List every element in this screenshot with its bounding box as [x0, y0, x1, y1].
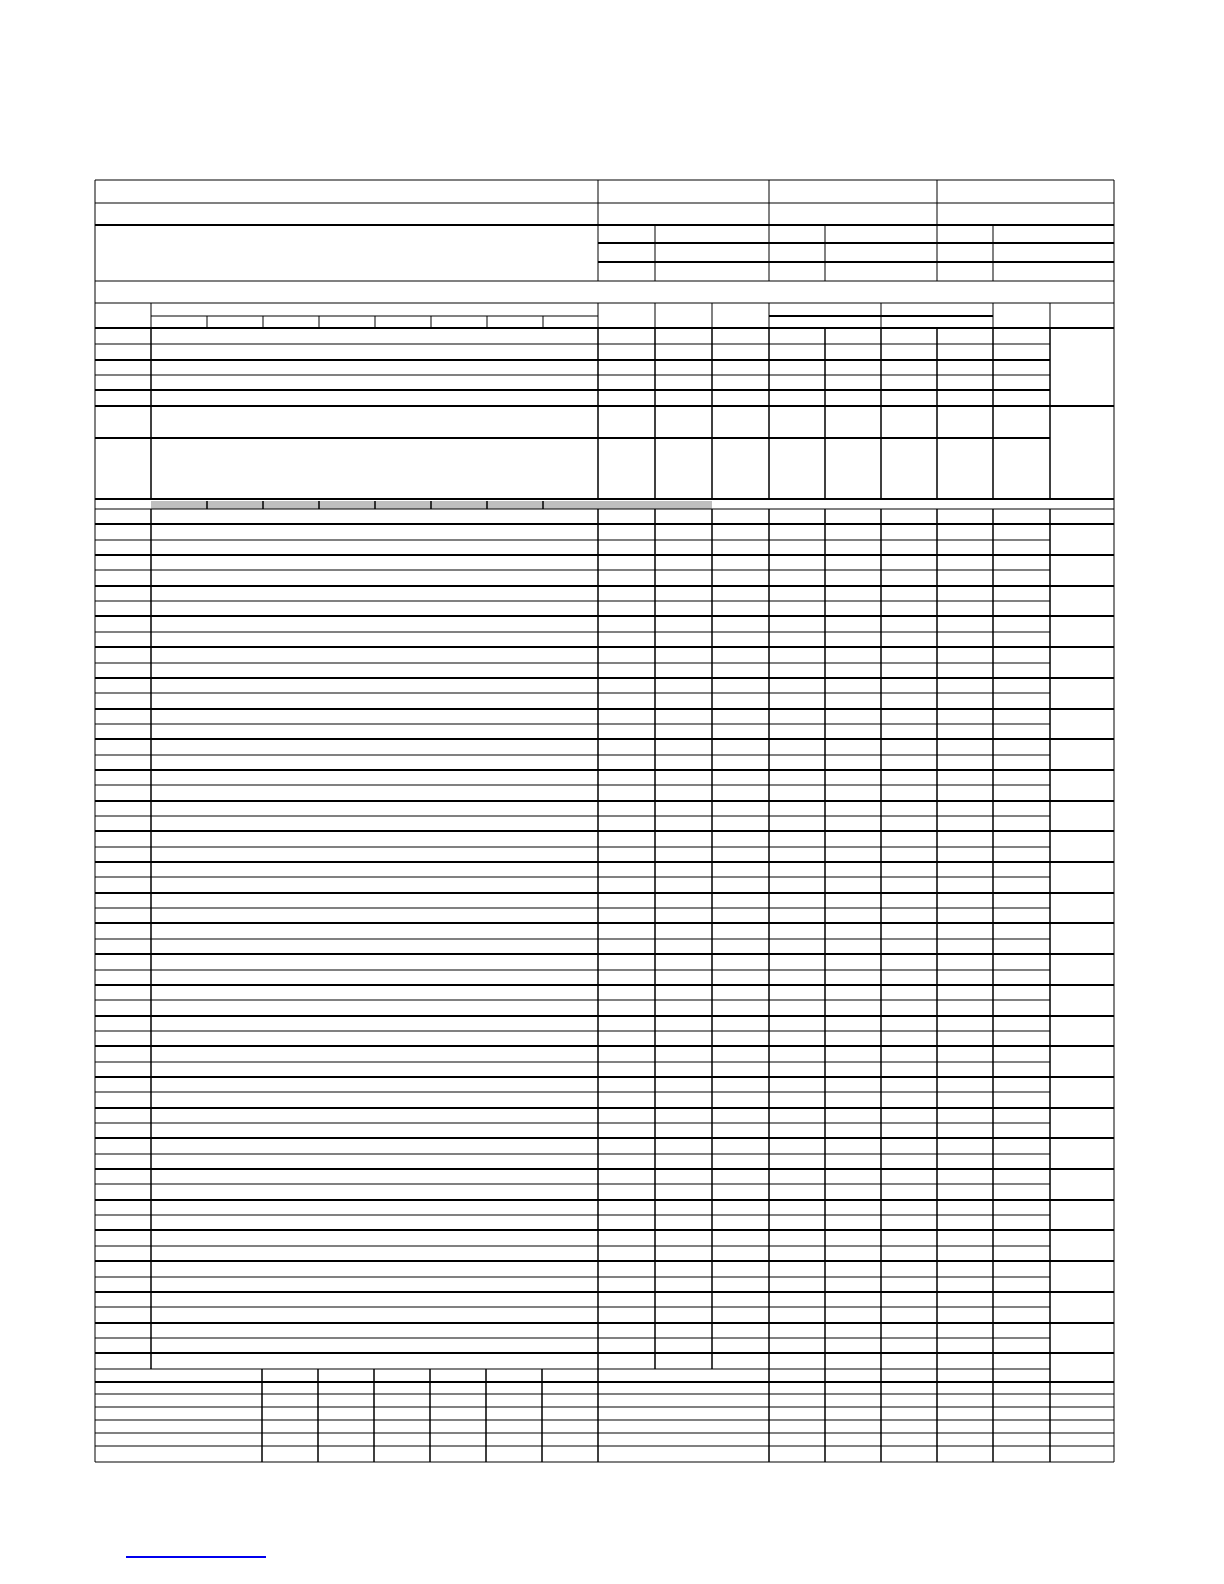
footer-link-underline[interactable] — [126, 1556, 266, 1558]
